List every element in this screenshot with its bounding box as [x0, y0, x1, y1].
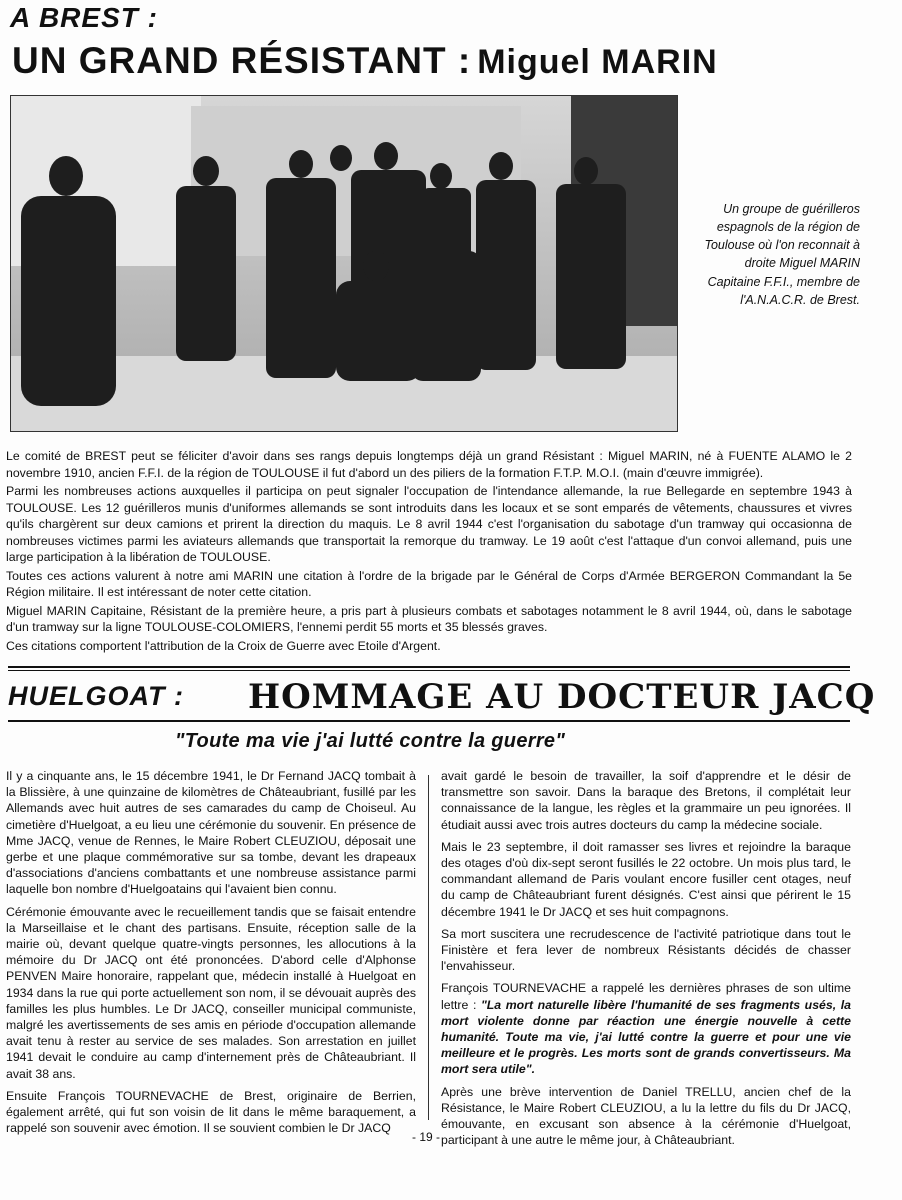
article2-paragraph: Sa mort suscitera une recrudescence de l'activité patriotique dans tout le Finistère et fera lever de nombreux Résistants décidés de chasser l'envahisseur. [441, 926, 851, 974]
title-underline [8, 720, 850, 722]
article1-body [6, 448, 852, 656]
article1-paragraph: Miguel MARIN Capitaine, Résistant de la première heure, a pris part à plusieurs combats et sabotages notamment le 8 avril 1944, où, dans le sabotage d'un tramway sur la ligne TOULOUSE-COLOMIERS, l'ennemi perdit 55 morts et 35 blessés graves. [6, 603, 852, 634]
article2-paragraph: Mais le 23 septembre, il doit ramasser ses livres et rejoindre la baraque des otages d'où dix-sept seront fusillés le 22 octobre. Un mois plus tard, le commandant allemand de Paris voulant encore fusiller cent otages, neuf du camp de Châteaubriant furent désignés. C'est ainsi que périrent le 15 décembre 1941 le Dr JACQ et ses huit compagnons. [441, 839, 851, 919]
letter-quote: "La mort naturelle libère l'humanité de ses fragments usés, la mort violente donne par réaction une énergie nouvelle à cette humanité. Toute ma vie, j'ai lutté contre la guerre et pour une vie meilleure et le progrès. Les morts sont de grands convertisseurs. Ma mort sera utile". [441, 997, 851, 1077]
headline [12, 40, 718, 82]
kicker-location: A BREST : [10, 2, 158, 33]
headline-name: Miguel MARIN [477, 43, 718, 81]
photo-caption: Un groupe de guérilleros espagnols de la région de Toulouse où l'on reconnait à droite Miguel MARIN Capitaine F.F.I., membre de l'A.N.A.C.R. de Brest. [704, 202, 860, 307]
article2-subtitle: "Toute ma vie j'ai lutté contre la guerre" [175, 730, 566, 752]
article1-paragraph: Toutes ces actions valurent à notre ami MARIN une citation à l'ordre de la brigade par le Général de Corps d'Armée BERGERON Commandant la 5e Région militaire. Il est intéressant de noter cette citation. [6, 568, 852, 599]
article2-title: HOMMAGE AU DOCTEUR JACQ [248, 677, 876, 717]
headline-text: UN GRAND RÉSISTANT : [12, 40, 472, 81]
group-photo [10, 95, 678, 432]
article2-column-right [441, 768, 851, 1154]
section-divider-thin [8, 670, 850, 671]
article1-paragraph: Le comité de BREST peut se féliciter d'avoir dans ses rangs depuis longtemps déjà un grand Résistant : Miguel MARIN, né à FUENTE ALAMO le 2 novembre 1910, ancien F.F.I. de la région de TOULOUSE il fut d'abord un des piliers de la formation F.T.P. M.O.I. (main d'œuvre immigrée). [6, 449, 852, 480]
article2-paragraph: Il y a cinquante ans, le 15 décembre 1941, le Dr Fernand JACQ tombait à la Blissière, à une quinzaine de kilomètres de Châteaubriant, fusillé par les Allemands avec huit autres de ses camarades du camp de Choiseul. Au cimetière d'Huelgoat, a eu lieu une cérémonie du souvenir. En présence de Mme JACQ, venue de Rennes, le Maire Robert CLEUZIOU, déposait une gerbe et une plaque commémorative sur sa tombe, devant les drapeaux d'associations d'anciens combattants et une nombreuse assistance parmi laquelle bon nombre d'Huelgoatains qui l'avaient bien connu. [6, 769, 416, 897]
article2-location: HUELGOAT : [8, 681, 184, 711]
section-divider [8, 666, 850, 668]
column-divider [428, 775, 429, 1120]
article1-paragraph: Parmi les nombreuses actions auxquelles il participa on peut signaler l'occupation de l'intendance allemande, la rue Bellegarde en septembre 1943 à TOULOUSE. Les 12 guérilleros munis d'uniformes allemands se sont introduits dans les locaux et se sont emparés de vêtements, chaussures et vivres qu'ils chargèrent sur deux camions et prirent la direction du maquis. Le 8 avril 1944 c'est l'organisation du sabotage d'un tramway qui occasionna de nombreuses victimes parmi les aviateurs allemands que transportait la remorque du tramway. Le 19 août c'est l'attaque d'un convoi allemand, puis une large participation à la libération de TOULOUSE. [6, 484, 852, 564]
quote-intro: François TOURNEVACHE a rappelé les dernières phrases de son ultime lettre : [441, 981, 851, 1012]
article1-paragraph: Ces citations comportent l'attribution de la Croix de Guerre avec Etoile d'Argent. [6, 638, 441, 653]
article2-paragraph: Ensuite François TOURNEVACHE de Brest, originaire de Berrien, également arrêté, qui fut son voisin de lit dans le même baraquement, a rappelé son souvenir avec émotion. Il se souvient combien le Dr JACQ [6, 1088, 416, 1136]
article2-column-left [6, 768, 416, 1142]
article2-paragraph: avait gardé le besoin de travailler, la soif d'apprendre et le désir de transmettre son savoir. Dans la baraque des Bretons, il complétait leur connaissance de la langue, les règles et la grammaire un peu ignorées. Il étudiait aussi avec trois autres docteurs du camp la médecine sociale. [441, 769, 851, 832]
page-number: - 19 - [412, 1130, 441, 1144]
article2-paragraph: Cérémonie émouvante avec le recueillement tandis que se faisait entendre la Marseillaise et le chant des partisans. Ensuite, réception salle de la mairie où, devant quelque quatre-vingts personnes, les allocutions à la mémoire du Dr JACQ ont été prononcées. D'abord celle d'Alphonse PENVEN Maire honoraire, rappelant que, médecin installé à Huelgoat en 1934 dans la rue qui porte actuellement son nom, il se dévouait auprès des familles les plus humbles. Le Dr JACQ, conseiller municipal communiste, malgré les avertissements de ses amis en période d'occupation allemande avait tenu à rester au service de ses malades. Son arrestation en juillet 1941 devait le conduire au camp d'internement près de Châteaubriant. Il avait 38 ans. [6, 904, 416, 1081]
article2-quote-paragraph [441, 980, 851, 1077]
article2-paragraph: Après une brève intervention de Daniel TRELLU, ancien chef de la Résistance, le Maire Robert CLEUZIOU, a lu la lettre du fils du Dr JACQ, émouvante, en excusant son absence à la cérémonie d'Huelgoat, participant à une autre le même jour, à Châteaubriant. [441, 1084, 851, 1148]
